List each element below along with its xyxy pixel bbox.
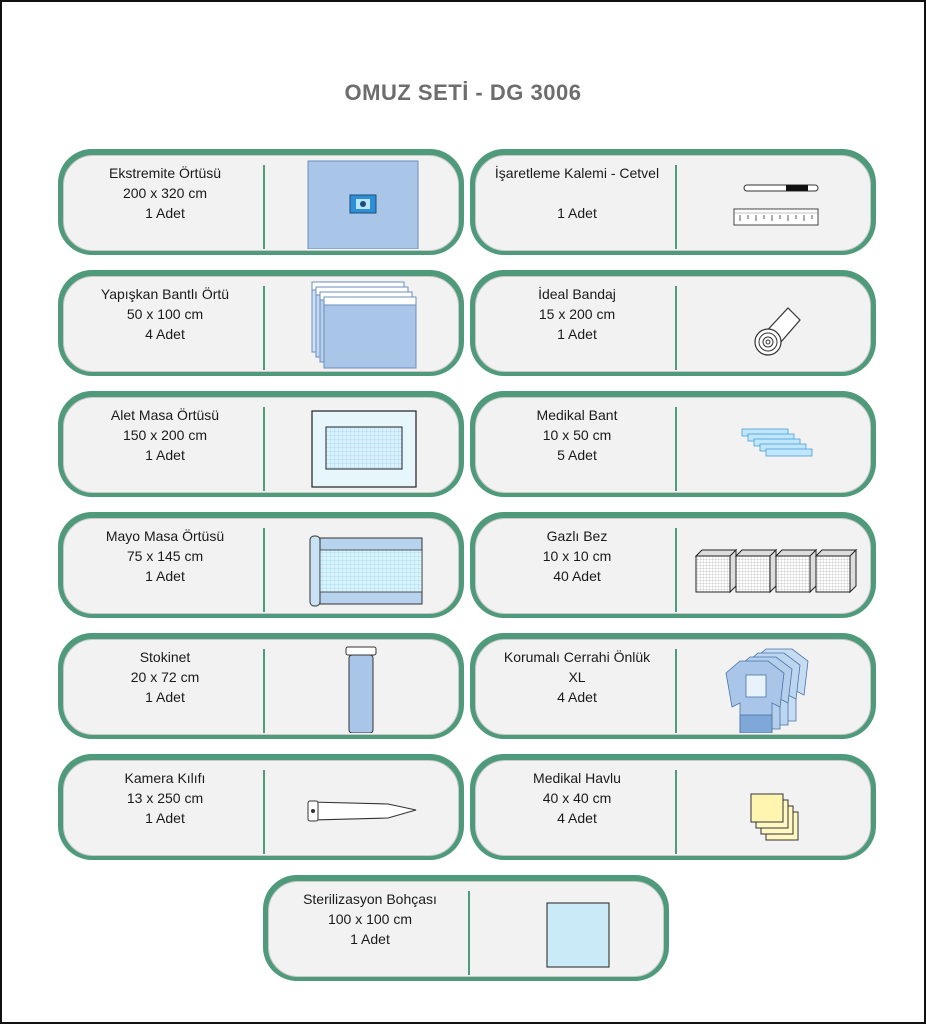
sterilization-wrap-icon	[475, 883, 659, 975]
surgical-gown-icon	[682, 641, 866, 733]
item-card	[470, 270, 876, 376]
item-name: Kamera Kılıfı	[124, 770, 206, 786]
item-size: 150 x 200 cm	[122, 427, 208, 443]
item-size: 200 x 320 cm	[122, 185, 208, 201]
item-size: 10 x 10 cm	[542, 548, 612, 564]
item-qty: 1 Adet	[350, 931, 390, 947]
item-card	[263, 875, 669, 981]
item-qty: 5 Adet	[557, 447, 597, 463]
item-name: Alet Masa Örtüsü	[110, 407, 220, 423]
item-qty: 1 Adet	[145, 810, 185, 826]
item-name: Korumalı Cerrahi Önlük	[503, 649, 651, 665]
item-size	[484, 183, 670, 203]
item-name: Stokinet	[139, 649, 191, 665]
item-name: Mayo Masa Örtüsü	[105, 528, 225, 544]
item-card	[58, 633, 464, 739]
divider	[468, 891, 470, 975]
item-qty: 1 Adet	[557, 326, 597, 342]
item-qty: 4 Adet	[145, 326, 185, 342]
bandage-roll-icon	[682, 278, 866, 370]
divider	[263, 286, 265, 370]
item-qty: 1 Adet	[145, 689, 185, 705]
item-card	[470, 754, 876, 860]
item-qty: 1 Adet	[557, 205, 597, 221]
item-name: Sterilizasyon Bohçası	[303, 891, 437, 907]
divider	[675, 286, 677, 370]
item-name: Ekstremite Örtüsü	[108, 165, 222, 181]
item-size: 13 x 250 cm	[126, 790, 204, 806]
item-qty: 4 Adet	[557, 689, 597, 705]
divider	[263, 165, 265, 249]
item-card	[58, 149, 464, 255]
item-size: 50 x 100 cm	[126, 306, 204, 322]
page-title: OMUZ SETİ - DG 3006	[344, 80, 582, 105]
item-card	[58, 754, 464, 860]
item-name: İşaretleme Kalemi - Cetvel	[494, 165, 660, 181]
item-name: Yapışkan Bantlı Örtü	[100, 286, 230, 302]
item-card	[470, 149, 876, 255]
item-card	[58, 270, 464, 376]
divider	[675, 165, 677, 249]
item-size: 20 x 72 cm	[130, 669, 200, 685]
divider	[675, 770, 677, 854]
item-name: Medikal Havlu	[533, 770, 621, 786]
item-size: 75 x 145 cm	[126, 548, 204, 564]
adhesive-drape-icon	[270, 278, 454, 370]
marker-pen-ruler-icon	[682, 157, 866, 249]
divider	[675, 407, 677, 491]
divider	[263, 770, 265, 854]
divider	[675, 649, 677, 733]
item-qty: 40 Adet	[553, 568, 601, 584]
item-size: 10 x 50 cm	[542, 427, 612, 443]
medical-tape-icon	[682, 399, 866, 491]
item-qty: 1 Adet	[145, 205, 185, 221]
item-name: İdeal Bandaj	[538, 286, 616, 302]
divider	[263, 649, 265, 733]
extremity-drape-icon	[270, 157, 454, 249]
item-size: 100 x 100 cm	[327, 911, 413, 927]
divider	[263, 407, 265, 491]
item-size: 40 x 40 cm	[542, 790, 612, 806]
item-qty: 4 Adet	[557, 810, 597, 826]
item-size: XL	[568, 669, 586, 685]
item-card	[58, 512, 464, 618]
camera-cover-icon	[270, 762, 454, 854]
divider	[675, 528, 677, 612]
instrument-table-cover-icon	[270, 399, 454, 491]
medical-towel-icon	[682, 762, 866, 854]
item-card	[470, 633, 876, 739]
divider	[263, 528, 265, 612]
item-name: Gazlı Bez	[546, 528, 608, 544]
item-qty: 1 Adet	[145, 447, 185, 463]
item-size: 15 x 200 cm	[538, 306, 616, 322]
mayo-stand-cover-icon	[270, 520, 454, 612]
item-name: Medikal Bant	[536, 407, 618, 423]
item-card	[58, 391, 464, 497]
gauze-pads-icon	[682, 520, 866, 612]
item-qty: 1 Adet	[145, 568, 185, 584]
item-card	[470, 391, 876, 497]
item-card	[470, 512, 876, 618]
stockinette-icon	[270, 641, 454, 733]
